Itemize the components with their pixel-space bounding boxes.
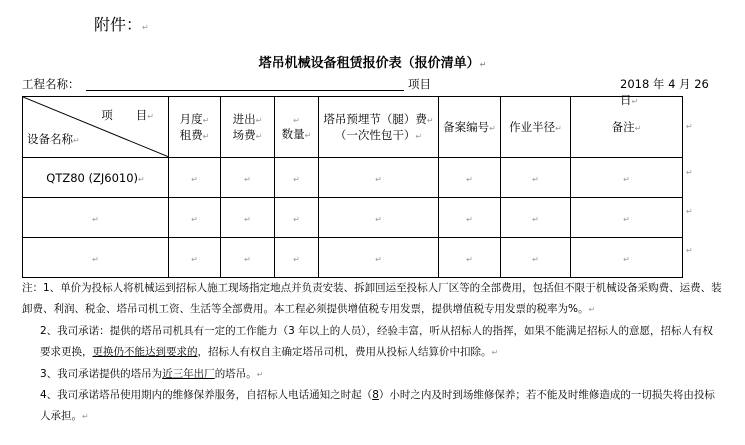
project-name-blank [86,76,404,91]
diagonal-line [23,97,169,157]
notes-section [22,278,722,428]
header-record-number: 备案编号↵ [439,97,501,158]
table-cell: ↵ [571,158,683,198]
header-entry-fee: 进出↵ 场费↵ [221,97,275,158]
table-cell: ↵ [319,158,439,198]
header-embedded-section-fee: 塔吊预埋节（腿）费↵ （一次性包干）↵ [319,97,439,158]
table-cell: ↵ [221,198,275,238]
header-work-radius: 作业半径↵ [501,97,571,158]
return-mark: ↵ [142,23,149,32]
table-cell: ↵ [501,158,571,198]
table-row [23,238,683,278]
header-equipment-name: 设备名称↵ [27,132,80,146]
table-row [23,158,683,198]
project-suffix: 项目 [408,77,431,91]
table-cell: ↵ [275,198,319,238]
table-cell: ↵ [439,158,501,198]
project-line [22,76,722,107]
table-cell: ↵ [169,238,221,278]
table-cell: ↵ [169,158,221,198]
note-2: 2、我司承诺：提供的塔吊司机具有一定的工作能力（3 年以上的人员），经验丰富，听从招标人的指挥，如果不能满足招标人的意愿，招标人有权要求更换，更换仍不能达到要求的，招标人有权自主确定塔吊司机，费用从投标人结算价中扣除。↵ [40,324,713,359]
note-4: 4、我司承诺塔吊使用期内的维修保养服务，自招标人电话通知之时起（8）小时之内及时到场维修保养；若不能及时维修造成的一切损失将由投标人承担。↵ [40,389,715,423]
header-remark: 备注↵ [571,97,683,158]
table-cell: ↵ [319,198,439,238]
header-item: 项 目↵ [101,108,154,122]
attachment-label: 附件：↵ [94,15,149,34]
table-cell: ↵ [169,198,221,238]
table-cell: ↵ [571,238,683,278]
project-name-label: 工程名称： [22,77,80,91]
page-title: 塔吊机械设备租赁报价表（报价清单）↵ [258,56,487,71]
header-monthly-rent: 月度↵ 租费↵ [169,97,221,158]
table-cell: ↵ [439,198,501,238]
table-cell: ↵ [275,238,319,278]
quote-table [22,96,683,278]
equipment-name-cell: ↵ [23,238,169,278]
note-3: 3、我司承诺提供的塔吊为近三年出厂的塔吊。↵ [40,367,264,380]
table-row [23,198,683,238]
table-cell: ↵ [501,238,571,278]
return-mark: ↵ [479,60,487,69]
equipment-name-cell: ↵ [23,198,169,238]
table-cell: ↵ [275,158,319,198]
table-header-row [23,97,683,158]
table-cell: ↵ [501,198,571,238]
table-cell: ↵ [571,198,683,238]
table-cell: ↵ [319,238,439,278]
header-quantity: ↵ 数量↵ [275,97,319,158]
equipment-name-cell: QTZ80 (ZJ6010)↵ [23,158,169,198]
table-cell: ↵ [439,238,501,278]
table-cell: ↵ [221,238,275,278]
date-text: 2018 年 4 月 26 日↵ [620,77,709,107]
note-1: 注：1、单价为投标人将机械运到招标人施工现场指定地点并负责安装、拆卸回运至投标人厂区等的全部费用，包括但不限于机械设备采购费、运费、装卸费、利润、税金、塔吊司机工资、生活等全部费用。本工程必须提供增值税专用发票，提供增值税专用发票的税率为%。↵ [22,282,722,316]
table-cell: ↵ [221,158,275,198]
diagonal-header-cell [23,97,169,158]
